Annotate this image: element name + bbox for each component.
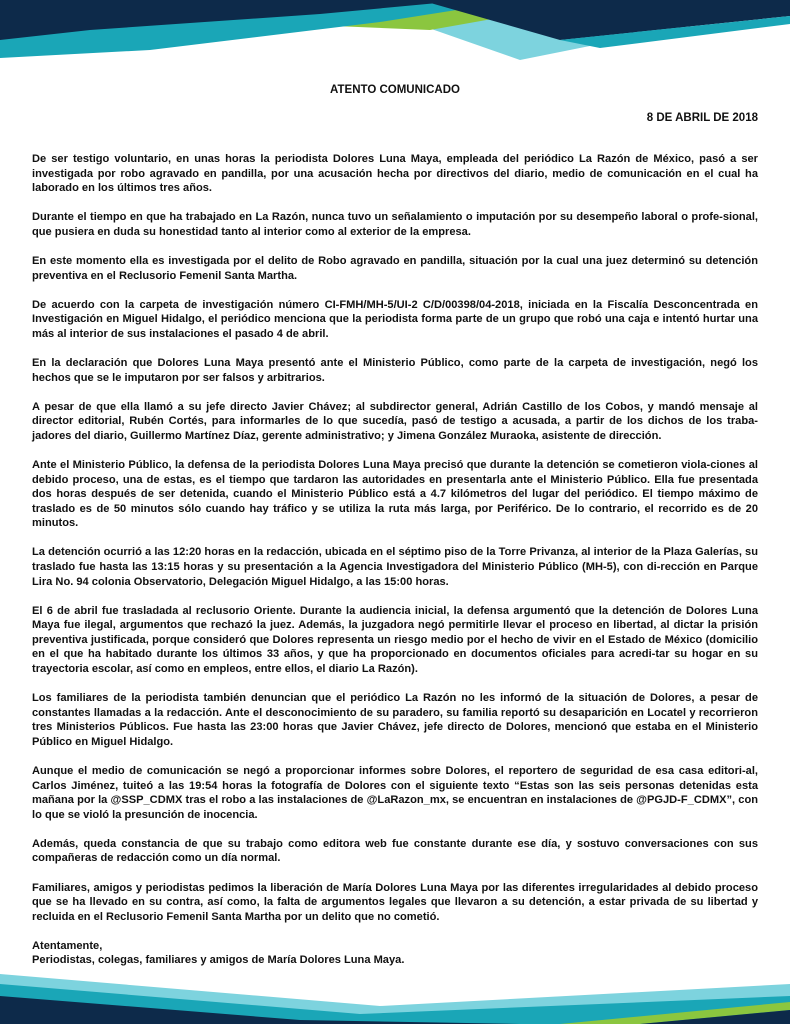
top-decorative-banner [0, 0, 790, 80]
paragraph: Los familiares de la periodista también denuncian que el periódico La Razón no les informó de la situación de Dolores, a pesar de constantes llamadas a la redacción. Ante el desconocimiento de su paradero, su familia reportó su desaparición en Locatel y recorrieron tres Ministerios Públicos. Fue hasta las 23:00 horas que Javier Chávez, jefe directo de Dolores, mencionó que estaba en el Ministerio Público en Miguel Hidalgo. [32, 692, 758, 748]
paragraph: Además, queda constancia de que su trabajo como editora web fue constante durante ese día, y sostuvo conversaciones con sus compañeras de redacción como un día normal. [32, 837, 758, 865]
paragraph: En la declaración que Dolores Luna Maya presentó ante el Ministerio Público, como parte de la carpeta de investigación, negó los hechos que se le imputaron por ser falsos y arbitrarios. [32, 356, 758, 384]
paragraph: Familiares, amigos y periodistas pedimos la liberación de María Dolores Luna Maya por las diferentes irregularidades al debido proceso que se ha llevado en su contra, así como, la falta de argumentos legales que llevaron a su detención, a estar privada de su libertad y recluida en el Reclusorio Femenil Santa Martha por un delito que no cometió. [32, 881, 758, 923]
paragraph: El 6 de abril fue trasladada al reclusorio Oriente. Durante la audiencia inicial, la defensa argumentó que la detención de Dolores Luna Maya fue ilegal, argumentos que rechazó la juez. Además, la juzgadora negó permitirle llevar el proceso en libertad, al dictar la prisión preventiva justificada, porque consideró que Dolores representa un riesgo medio por el hecho de vivir en el Estado de México (domicilio en el que ha habitado durante los últimos 33 años, y que ha proporcionado en documentos oficiales para acredi-tar su hogar en su trayectoria escolar, así como en empleos, entre ellos, el diario La Razón). [32, 604, 758, 676]
document-body [32, 152, 758, 968]
document-date: 8 DE ABRIL DE 2018 [646, 112, 758, 124]
paragraph: Ante el Ministerio Público, la defensa de la periodista Dolores Luna Maya precisó que durante la detención se cometieron viola-ciones al debido proceso, una de estas, es el tiempo que tardaron las autoridades en presentarla ante el Ministerio Público. Ella fue presentada dos horas después de ser detenida, cuando el Ministerio Público está a 4.7 kilómetros del lugar del periódico. El tiempo máximo de traslado es de 50 minutos sólo cuando hay tráfico y se utiliza la ruta más larga, por Periférico. De lo contrario, el recorrido es de 20 minutos. [32, 458, 758, 530]
bottom-decorative-banner [0, 944, 790, 1024]
closing-signature: Periodistas, colegas, familiares y amigos de María Dolores Luna Maya. [32, 954, 405, 967]
paragraph: De ser testigo voluntario, en unas horas la periodista Dolores Luna Maya, empleada del periódico La Razón de México, pasó a ser investigada por robo agravado en pandilla, por una acusación hecha por directivos del diario, medio de comunicación en el cual ha laborado en los últimos tres años. [32, 153, 758, 195]
paragraph: A pesar de que ella llamó a su jefe directo Javier Chávez; al subdirector general, Adrián Castillo de los Cobos, y mandó mensaje al director editorial, Rubén Cortés, para informarles de lo que sucedía, pasó de testigo a acusada, a partir de los dichos de los traba-jadores del diario, Guillermo Martínez Díaz, gerente administrativo; y Jimena González Muraoka, asistente de dirección. [32, 400, 758, 442]
paragraph: Durante el tiempo en que ha trabajado en La Razón, nunca tuvo un señalamiento o imputación por su desempeño laboral o profe-sional, que pusiera en duda su honestidad tanto al interior como al exterior de la empresa. [32, 211, 758, 238]
paragraph: De acuerdo con la carpeta de investigación número CI-FMH/MH-5/UI-2 C/D/00398/04-2018, iniciada en la Fiscalía Desconcentrada en Investigación en Miguel Hidalgo, el periódico menciona que la periodista forma parte de un grupo que robó una caja e intentó hurtar una más al interior de sus instalaciones el pasado 4 de abril. [32, 298, 758, 340]
paragraph: En este momento ella es investigada por el delito de Robo agravado en pandilla, situación por la cual una juez determinó su detención preventiva en el Reclusorio Femenil Santa Martha. [32, 254, 758, 282]
paragraph: La detención ocurrió a las 12:20 horas en la redacción, ubicada en el séptimo piso de la Torre Privanza, al interior de la Plaza Galerías, su traslado fue hasta las 13:15 horas y su presentación a la Agencia Investigadora del Ministerio Público (MH-5), con di-rección en Parque Lira No. 94 colonia Observatorio, Delegación Miguel Hidalgo, a las 15:00 horas. [32, 546, 758, 588]
document-title: ATENTO COMUNICADO [330, 84, 460, 96]
closing-salutation: Atentamente, [32, 939, 103, 952]
paragraph: Aunque el medio de comunicación se negó a proporcionar informes sobre Dolores, el reportero de seguridad de esa casa editori-al, Carlos Jiménez, tuiteó a las 19:54 horas la fotografía de Dolores con el siguiente texto “Estas son las seis personas detenidas esta mañana por la @SSP_CDMX tras el robo a las instalaciones de @LaRazon_mx, se encuentran en instalaciones de @PGJD-F_CDMX”, con lo que se violó la presunción de inocencia. [32, 765, 758, 821]
